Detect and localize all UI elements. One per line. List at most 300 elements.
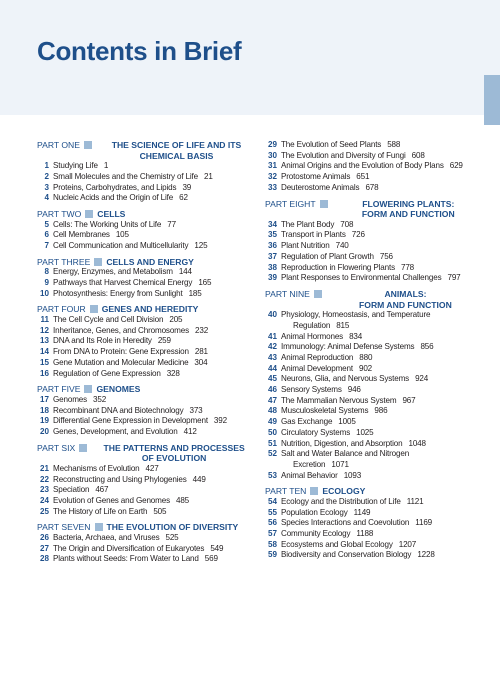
part-square-marker: [310, 487, 318, 495]
chapter-title: [53, 496, 257, 507]
chapter-page-number: 986: [374, 406, 388, 416]
chapter-title-line: Speciation 467: [53, 485, 109, 495]
chapter-list: [265, 310, 485, 481]
chapter-page-number: 21: [204, 171, 213, 181]
chapter-title-line: Regulation of Gene Expression 328: [53, 368, 180, 378]
chapter-title-line: The Origin and Diversification of Eukaryotes 549: [53, 543, 224, 553]
chapter-title: [281, 252, 485, 263]
part-section: [37, 443, 257, 518]
chapter-entry: [265, 263, 485, 274]
chapter-page-number: 608: [411, 150, 425, 160]
chapter-title: [53, 533, 257, 544]
chapter-title-line: Physiology, Homeostasis, and Temperature: [281, 310, 431, 320]
chapter-page-number: 740: [335, 241, 349, 251]
chapter-entry: [265, 353, 485, 364]
chapter-title-line: Cell Membranes 105: [53, 230, 129, 240]
chapter-number: 25: [39, 506, 49, 516]
chapter-title: [281, 518, 485, 529]
chapter-title-line: Animal Behavior 1093: [281, 470, 362, 480]
chapter-title: [281, 406, 485, 417]
part-title-line: OF EVOLUTION: [141, 453, 207, 464]
part-section: [265, 199, 485, 284]
chapter-title-line: Bacteria, Archaea, and Viruses 525: [53, 532, 179, 542]
chapter-title: [53, 172, 257, 183]
chapter-title-line: Neurons, Glia, and Nervous Systems 924: [281, 374, 429, 384]
left-column: [37, 140, 257, 570]
chapter-number: 56: [267, 518, 277, 528]
chapter-title: [281, 439, 485, 450]
chapter-entry: [265, 396, 485, 407]
part-heading: [265, 486, 485, 497]
chapter-title-line: Mechanisms of Evolution 427: [53, 463, 159, 473]
chapter-entry: [37, 369, 257, 380]
chapter-entry: [265, 385, 485, 396]
part-number: PART SEVEN: [37, 522, 91, 533]
chapter-page-number: 373: [189, 405, 203, 415]
part-number: PART TWO: [37, 209, 82, 219]
chapter-entry: [265, 428, 485, 439]
chapter-title-line: Pathways that Harvest Chemical Energy 165: [53, 278, 212, 287]
chapter-page-number: 588: [387, 140, 401, 149]
part-title-line: FLOWERING PLANTS:: [362, 198, 455, 209]
chapter-list: [265, 497, 485, 561]
chapter-number: 24: [39, 495, 49, 505]
chapter-title-line: Plants without Seeds: From Water to Land 569: [53, 554, 218, 564]
chapter-entry: [265, 540, 485, 551]
chapter-page-number: 525: [165, 532, 179, 542]
chapter-title: [281, 310, 485, 331]
chapter-number: 43: [267, 352, 277, 362]
chapter-number: 36: [267, 241, 277, 251]
chapter-entry: [37, 230, 257, 241]
chapter-entry: [265, 406, 485, 417]
chapter-page-number: 1071: [331, 459, 349, 469]
chapter-title-line: Immunology: Animal Defense Systems 856: [281, 342, 434, 352]
part-section: [37, 140, 257, 204]
chapter-entry: [37, 336, 257, 347]
chapter-title: [281, 273, 485, 284]
chapter-title: [281, 263, 485, 274]
part-square-marker: [79, 444, 87, 452]
part-heading: [37, 209, 257, 220]
part-title-line: GENES AND HEREDITY: [101, 304, 199, 315]
chapter-entry: [265, 332, 485, 343]
chapter-number: 40: [267, 310, 277, 320]
part-number: PART ONE: [37, 140, 80, 150]
chapter-number: 19: [39, 416, 49, 426]
chapter-title: [53, 347, 257, 358]
chapter-number: 18: [39, 405, 49, 415]
chapter-number: 26: [39, 532, 49, 542]
chapter-page-number: 1121: [406, 496, 424, 506]
chapter-title-line: Ecology and the Distribution of Life 1121: [281, 496, 424, 506]
part-section: [265, 140, 485, 194]
part-title: [91, 443, 257, 464]
chapter-title-line: Recombinant DNA and Biotechnology 373: [53, 405, 203, 415]
chapter-title: [281, 385, 485, 396]
chapter-title-line: Nucleic Acids and the Origin of Life 62: [53, 193, 188, 203]
chapter-title: [281, 151, 485, 162]
chapter-page-number: 967: [402, 395, 416, 405]
part-section: [37, 522, 257, 565]
chapter-number: 32: [267, 172, 277, 182]
chapter-entry: [37, 554, 257, 565]
chapter-entry: [265, 252, 485, 263]
chapter-entry: [265, 220, 485, 231]
chapter-entry: [37, 358, 257, 369]
chapter-title: [53, 267, 257, 278]
chapter-page-number: 1169: [415, 518, 433, 528]
chapter-page-number: 1188: [356, 529, 374, 539]
chapter-title-line: Plant Responses to Environmental Challenges 797: [281, 273, 461, 283]
part-title: [97, 209, 257, 220]
part-title-line: FORM AND FUNCTION: [361, 209, 455, 220]
chapter-entry: [265, 342, 485, 353]
chapter-number: 52: [267, 449, 277, 459]
chapter-entry: [37, 406, 257, 417]
chapter-number: 23: [39, 485, 49, 495]
chapter-page-number: 651: [356, 172, 370, 182]
chapter-list: [265, 140, 485, 194]
chapter-number: 44: [267, 363, 277, 373]
part-title: [96, 384, 257, 395]
chapter-title: [281, 172, 485, 183]
chapter-title-line: Proteins, Carbohydrates, and Lipids 39: [53, 182, 192, 192]
chapter-entry: [265, 140, 485, 151]
part-title: [326, 289, 485, 310]
part-square-marker: [85, 210, 93, 218]
chapter-page-number: 880: [359, 352, 373, 362]
chapter-title-line: Genes, Development, and Evolution 412: [53, 426, 197, 436]
chapter-page-number: 815: [336, 320, 350, 330]
chapter-entry: [37, 193, 257, 204]
chapter-page-number: 902: [358, 363, 373, 373]
chapter-number: 45: [267, 374, 277, 384]
chapter-title: [281, 449, 485, 470]
part-number: PART EIGHT: [265, 198, 316, 209]
chapter-title: [53, 230, 257, 241]
chapter-number: 48: [267, 406, 277, 416]
chapter-number: 39: [267, 273, 277, 283]
chapter-title: [281, 428, 485, 439]
chapter-title: [53, 416, 257, 427]
chapter-page-number: 1207: [398, 539, 417, 549]
chapter-title-line: The Mammalian Nervous System 967: [281, 395, 416, 405]
chapter-entry: [265, 508, 485, 519]
chapter-page-number: 39: [182, 182, 192, 192]
title-banner: [0, 0, 500, 115]
chapter-number: 37: [267, 251, 277, 261]
chapter-title: [281, 353, 485, 364]
chapter-title-line: Regulation of Plant Growth 756: [281, 251, 393, 261]
part-heading: [265, 199, 485, 220]
chapter-number: 12: [39, 325, 49, 335]
chapter-list: [37, 220, 257, 252]
chapter-number: 47: [267, 395, 277, 405]
chapter-number: 11: [40, 315, 49, 324]
chapter-title: [53, 336, 257, 347]
chapter-title-line: Sensory Systems 946: [281, 385, 361, 395]
chapter-number: 3: [44, 182, 49, 192]
part-square-marker: [84, 141, 92, 149]
chapter-title-line: Population Ecology 1149: [281, 507, 371, 517]
part-square-marker: [95, 523, 103, 531]
chapter-entry: [265, 529, 485, 540]
chapter-entry: [37, 347, 257, 358]
part-number: PART THREE: [37, 256, 91, 267]
chapter-number: 28: [39, 554, 49, 564]
chapter-page-number: 708: [340, 219, 354, 229]
chapter-number: 20: [39, 426, 49, 436]
chapter-title: [281, 396, 485, 407]
chapter-title: [281, 508, 485, 519]
chapter-title: [281, 364, 485, 375]
chapter-number: 46: [267, 385, 277, 395]
chapter-title: [281, 417, 485, 428]
part-section: [265, 289, 485, 481]
chapter-number: 8: [44, 267, 49, 277]
chapter-number: 55: [267, 507, 277, 517]
part-title: [107, 522, 258, 533]
chapter-list: [37, 161, 257, 204]
chapter-title: [281, 161, 485, 172]
chapter-number: 33: [267, 182, 277, 192]
part-title-line: CHEMICAL BASIS: [139, 150, 214, 161]
chapter-title-line: Studying Life 1: [53, 161, 109, 171]
chapter-page-number: 412: [183, 426, 197, 436]
chapter-entry: [265, 550, 485, 561]
chapter-entry: [265, 151, 485, 162]
chapter-entry: [265, 172, 485, 183]
chapter-entry: [265, 273, 485, 284]
chapter-number: 54: [267, 496, 277, 506]
part-number: PART NINE: [265, 288, 310, 299]
chapter-title: [53, 395, 257, 406]
chapter-page-number: 778: [400, 262, 415, 272]
chapter-page-number: 125: [194, 241, 208, 250]
chapter-title-line: DNA and Its Role in Heredity 259: [53, 336, 171, 346]
chapter-number: 51: [267, 438, 277, 448]
chapter-title-line: Photosynthesis: Energy from Sunlight 185: [53, 288, 202, 298]
chapter-page-number: 1048: [408, 438, 426, 448]
chapter-title-line: The Evolution and Diversity of Fungi 608: [281, 150, 425, 160]
chapter-page-number: 105: [115, 230, 129, 240]
chapter-title: [281, 332, 485, 343]
chapter-page-number: 304: [194, 357, 208, 367]
chapter-number: 30: [267, 150, 277, 160]
chapter-page-number: 165: [198, 278, 212, 287]
chapter-title: [53, 278, 257, 289]
chapter-title: [53, 554, 257, 565]
chapter-title-line: Animal Development 902: [281, 363, 373, 373]
part-number: PART TEN: [265, 486, 307, 497]
chapter-title-line: Cells: The Working Units of Life 77: [53, 219, 176, 229]
chapter-page-number: 856: [420, 342, 434, 352]
chapter-title-line: Energy, Enzymes, and Metabolism 144: [53, 267, 192, 277]
part-title-line: FORM AND FUNCTION: [359, 299, 452, 310]
part-title-line: THE PATTERNS AND PROCESSES: [103, 442, 245, 453]
chapter-page-number: 1005: [338, 417, 356, 427]
part-square-marker: [84, 385, 92, 393]
chapter-title: [281, 550, 485, 561]
chapter-page-number: 144: [178, 267, 192, 277]
chapter-number: 1: [44, 161, 49, 171]
chapter-number: 50: [267, 427, 277, 437]
chapter-page-number: 726: [351, 230, 365, 240]
chapter-number: 16: [39, 368, 49, 378]
chapter-page-number: 629: [449, 161, 463, 171]
part-square-marker: [90, 305, 98, 313]
chapter-number: 29: [267, 140, 277, 149]
chapter-number: 38: [267, 262, 277, 272]
chapter-title-line: Differential Gene Expression in Development 392: [53, 416, 227, 426]
chapter-number: 4: [44, 193, 49, 203]
chapter-page-number: 427: [145, 463, 159, 473]
chapter-list: [37, 395, 257, 438]
chapter-title-line: Reproduction in Flowering Plants 778: [281, 262, 415, 272]
chapter-entry: [265, 161, 485, 172]
part-title-line: CELLS: [97, 209, 126, 219]
chapter-entry: [265, 374, 485, 385]
chapter-entry: [265, 241, 485, 252]
chapter-page-number: 449: [192, 474, 206, 484]
chapter-title: [53, 161, 257, 172]
chapter-page-number: 352: [93, 394, 107, 404]
chapter-page-number: 232: [195, 325, 209, 335]
chapter-page-number: 185: [188, 288, 202, 298]
chapter-entry: [37, 161, 257, 172]
chapter-page-number: 205: [169, 315, 183, 324]
chapter-entry: [265, 449, 485, 470]
chapter-title-line: Species Interactions and Coevolution 1169: [281, 518, 433, 528]
chapter-title-line: Reconstructing and Using Phylogenies 449: [53, 474, 206, 484]
part-title: [102, 304, 257, 315]
chapter-list: [37, 464, 257, 518]
chapter-title: [53, 220, 257, 231]
chapter-title-line: Protostome Animals 651: [281, 172, 370, 182]
chapter-number: 53: [267, 470, 277, 480]
chapter-title: [53, 406, 257, 417]
chapter-title: [53, 485, 257, 496]
part-title-line: ECOLOGY: [322, 486, 366, 497]
chapter-page-number: 549: [210, 543, 224, 553]
chapter-entry: [37, 326, 257, 337]
chapter-number: 41: [267, 331, 277, 341]
chapter-page-number: 77: [167, 219, 176, 229]
chapter-number: 42: [267, 342, 277, 352]
chapter-entry: [37, 485, 257, 496]
part-number: PART FIVE: [37, 384, 81, 395]
chapter-title-line: The Evolution of Seed Plants 588: [281, 140, 401, 149]
chapter-title: [53, 289, 257, 300]
chapter-number: 57: [267, 529, 277, 539]
chapter-page-number: 328: [166, 368, 180, 378]
chapter-title-line: From DNA to Protein: Gene Expression 281: [53, 347, 208, 357]
chapter-entry: [37, 533, 257, 544]
chapter-number: 10: [39, 288, 49, 298]
chapter-entry: [37, 278, 257, 289]
part-heading: [37, 443, 257, 464]
chapter-title-line: The Cell Cycle and Cell Division 205: [53, 315, 183, 324]
chapter-number: 6: [44, 230, 49, 240]
chapter-title: [281, 497, 485, 508]
chapter-title: [281, 471, 485, 482]
chapter-title: [281, 374, 485, 385]
chapter-title: [281, 540, 485, 551]
chapter-page-number: 281: [194, 347, 208, 357]
part-square-marker: [314, 290, 322, 298]
chapter-title-line: Genomes 352: [53, 394, 107, 404]
part-title: [332, 199, 485, 220]
chapter-page-number: 1025: [356, 427, 374, 437]
edge-tab: [484, 75, 500, 125]
chapter-page-number: 485: [175, 495, 190, 505]
part-heading: [37, 522, 257, 533]
chapter-page-number: 569: [204, 554, 218, 564]
chapter-title-line: Nutrition, Digestion, and Absorption 1048: [281, 438, 426, 448]
chapter-title: [281, 183, 485, 194]
chapter-entry: [37, 507, 257, 518]
chapter-entry: [37, 464, 257, 475]
chapter-title-line: Deuterostome Animals 678: [281, 182, 379, 192]
chapter-title-line: Circulatory Systems 1025: [281, 427, 374, 437]
part-heading: [37, 140, 257, 161]
chapter-page-number: 834: [349, 331, 363, 341]
part-square-marker: [320, 200, 328, 208]
chapter-title-line: Plant Nutrition 740: [281, 241, 349, 251]
chapter-entry: [37, 416, 257, 427]
part-heading: [265, 289, 485, 310]
part-section: [37, 209, 257, 252]
chapter-entry: [37, 289, 257, 300]
chapter-entry: [37, 172, 257, 183]
chapter-page-number: 1: [103, 161, 109, 171]
chapter-title-line: Ecosystems and Global Ecology 1207: [281, 539, 417, 549]
part-heading: [37, 257, 257, 268]
chapter-number: 7: [44, 241, 49, 250]
chapter-number: 5: [44, 219, 49, 229]
part-title-line: GENOMES: [96, 384, 141, 395]
page-title: Contents in Brief: [37, 36, 242, 66]
chapter-number: 59: [267, 550, 277, 560]
chapter-entry: [37, 475, 257, 486]
chapter-number: 34: [267, 219, 277, 229]
chapter-title-line: The Plant Body 708: [281, 219, 354, 229]
chapter-entry: [265, 497, 485, 508]
chapter-entry: [265, 471, 485, 482]
chapter-title: [53, 183, 257, 194]
chapter-page-number: 62: [179, 193, 188, 203]
chapter-list: [37, 267, 257, 299]
chapter-title: [53, 507, 257, 518]
chapter-title: [53, 464, 257, 475]
chapter-number: 9: [44, 278, 49, 287]
chapter-title-line: Small Molecules and the Chemistry of Life 21: [53, 171, 213, 181]
chapter-page-number: 467: [95, 485, 109, 495]
chapter-entry: [37, 315, 257, 326]
chapter-page-number: 1093: [343, 470, 362, 480]
chapter-number: 2: [44, 171, 49, 181]
chapter-number: 13: [39, 336, 49, 346]
part-title-line: CELLS AND ENERGY: [106, 256, 194, 267]
right-column: [265, 140, 485, 566]
chapter-number: 31: [267, 161, 277, 171]
chapter-entry: [37, 241, 257, 252]
chapter-list: [265, 220, 485, 284]
chapter-title: [281, 230, 485, 241]
chapter-page-number: 392: [213, 416, 227, 426]
part-title-line: ANIMALS:: [384, 288, 427, 299]
